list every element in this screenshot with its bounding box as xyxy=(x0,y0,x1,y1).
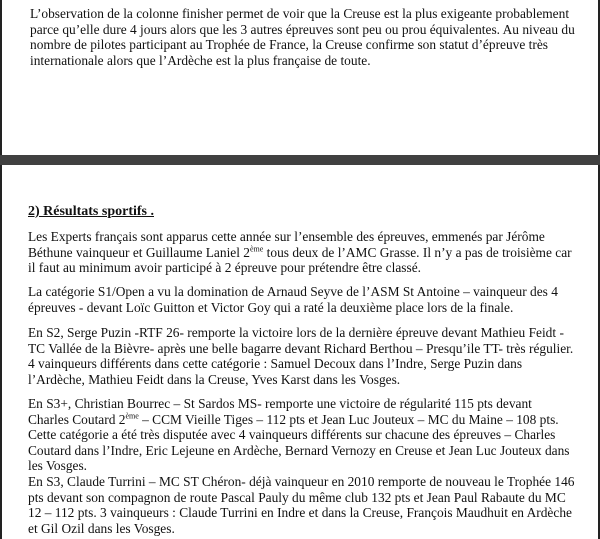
paragraph-s2: En S2, Serge Puzin -RTF 26- remporte la victoire lors de la dernière épreuve devant Mathieu Feidt -TC Vallée de la Bièvre- après une belle bagarre devant Richard Berthou – Presqu’ile TT- très régulier. 4 vainqueurs différents dans cette catégorie : Samuel Decoux dans l’Indre, Serge Puzin dans l’Ardèche, Mathieu Feidt dans la Creuse, Yves Karst dans les Vosges. xyxy=(28,325,574,387)
paragraph-s3-plus-text-2: – CCM Vieille Tiges – 112 pts et Jean Luc Jouteux – MC du Maine – 108 pts. Cette catégorie a été très disputée avec 4 vainqueurs différents sur chacune des épreuves – Charles Coutard dans l’Indre, Eric Lejeune en Ardèche, Bernard Vernozy en Creuse et Jean Luc Jouteux dans les Vosges. xyxy=(28,411,570,474)
paragraph-experts-text-2: tous deux de l’AMC Grasse. Il n’y a pas de troisième car il faut au minimum avoir participé à 2 épreuve pour prétendre être classé. xyxy=(28,244,572,276)
paragraph-experts-text-1: Les Experts français sont apparus cette année sur l’ensemble des épreuves, emmenés par Jérôme Béthune vainqueur et Guillaume Laniel 2 xyxy=(28,229,545,260)
document-page-top xyxy=(0,0,600,155)
paragraph-experts xyxy=(28,229,576,276)
paragraph-s3-plus xyxy=(28,396,576,474)
paragraph-experts-sup: ème xyxy=(250,244,264,254)
paragraph-s3: En S3, Claude Turrini – MC ST Chéron- déjà vainqueur en 2010 remporte de nouveau le Trophée 146 pts devant son compagnon de route Pascal Pauly du même club 132 pts et Jean Paul Rabaute du MC 12 – 112 pts. 3 vainqueurs : Claude Turrini en Indre et dans la Creuse, François Maudhuit en Ardèche et Gil Ozil dans les Vosges. xyxy=(28,474,575,536)
section-heading: 2) Résultats sportifs . xyxy=(28,204,154,219)
paragraph-s3-plus-text-1: En S3+, Christian Bourrec – St Sardos MS- remporte une victoire de régularité 115 pts devant Charles Coutard 2 xyxy=(28,396,532,427)
top-paragraph: L’observation de la colonne finisher permet de voir que la Creuse est la plus exigeante probablement parce qu’elle dure 4 jours alors que les 3 autres épreuves sont peu ou prou équivalentes. Au niveau du nombre de pilotes participant au Trophée de France, la Creuse confirme son statut d’épreuve très internationale alors que l’Ardèche est la plus française de toute. xyxy=(30,6,575,68)
paragraph-s3-plus-sup: ème xyxy=(125,411,139,421)
page-separator xyxy=(0,155,600,165)
paragraph-s1-open: La catégorie S1/Open a vu la domination de Arnaud Seyve de l’ASM St Antoine – vainqueur des 4 épreuves - devant Loïc Guitton et Victor Goy qui a raté la deuxième place lors de la finale. xyxy=(28,284,558,315)
